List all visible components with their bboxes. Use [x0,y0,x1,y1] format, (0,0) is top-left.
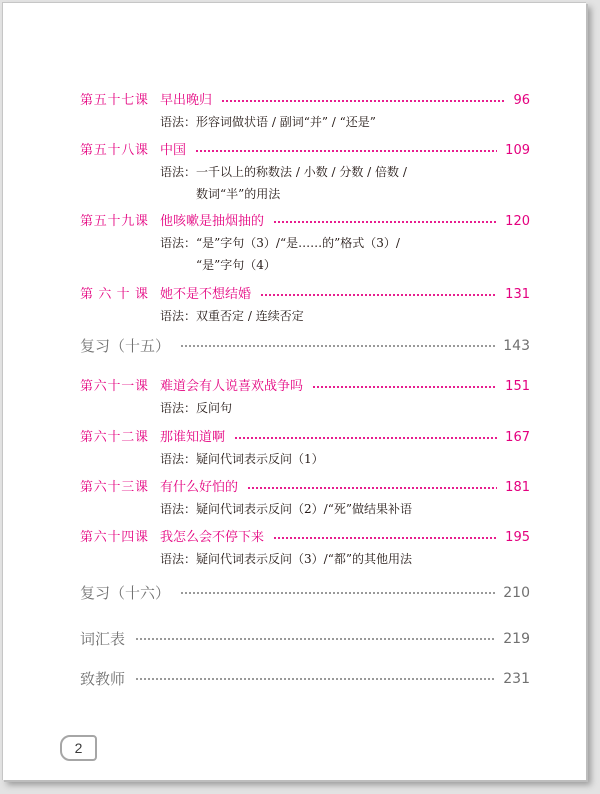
lesson-number-label: 第六十四课 [80,530,148,545]
page-ref: 231 [503,671,530,687]
lesson-heading-row [80,478,530,498]
grammar-note [160,548,530,570]
grammar-label: 语法： [160,309,197,323]
lesson-64-entry [80,528,530,570]
page-number-tab [60,735,97,761]
grammar-label: 语法： [160,165,197,179]
grammar-line: “是”字句（3）/“是……的”格式（3）/ [196,236,400,250]
lesson-title: 早出晚归 [160,93,213,108]
grammar-label: 语法： [160,115,197,129]
grammar-line: “是”字句（4） [196,258,276,272]
grammar-line: 数词“半”的用法 [196,187,281,201]
page-ref: 96 [513,93,530,108]
grammar-note [160,397,530,419]
lesson-title: 有什么好怕的 [160,480,239,495]
lesson-heading-row [80,377,530,397]
dot-leader [135,637,495,641]
lesson-title: 难道会有人说喜欢战争吗 [160,379,304,394]
grammar-line: 疑问代词表示反问（3）/“都”的其他用法 [196,552,412,566]
grammar-label: 语法： [160,452,197,466]
grammar-line: 一千以上的称数法 / 小数 / 分数 / 倍数 / [196,165,407,179]
page-ref: 195 [505,530,530,545]
page-ref: 210 [503,585,530,601]
lesson-61-entry [80,377,530,419]
lesson-number-label: 第六十一课 [80,379,148,394]
lesson-title: 她不是不想结婚 [160,287,252,302]
lesson-heading-row [80,212,530,232]
dot-leader [221,99,505,103]
dot-leader [195,149,497,153]
grammar-label: 语法： [160,552,197,566]
dot-leader [180,591,495,595]
page-ref: 109 [505,143,530,158]
review-15-entry [80,335,530,357]
lesson-title: 他咳嗽是抽烟抽的 [160,214,265,229]
page-ref: 151 [505,379,530,394]
grammar-label: 语法： [160,401,197,415]
page-ref: 181 [505,480,530,495]
page-number: 2 [74,740,83,756]
lesson-heading-row [80,428,530,448]
dot-leader [273,220,497,224]
lesson-59-entry [80,212,530,276]
lesson-62-entry [80,428,530,470]
dot-leader [312,385,497,389]
grammar-line: 双重否定 / 连续否定 [196,309,304,323]
page-ref: 120 [505,214,530,229]
lesson-heading-row [80,91,530,111]
lesson-number-label: 第五十七课 [80,93,148,108]
lesson-heading-row [80,285,530,305]
grammar-label: 语法： [160,502,197,516]
page-ref: 143 [503,338,530,354]
dot-leader [247,486,497,490]
note-to-teachers-entry [80,668,530,690]
lesson-number-label: 第六十三课 [80,480,148,495]
lesson-heading-row [80,141,530,161]
appendix-title: 致教师 [80,670,126,688]
page-ref: 219 [503,631,530,647]
appendix-title: 词汇表 [80,630,126,648]
review-16-entry [80,582,530,604]
dot-leader [260,293,497,297]
grammar-note [160,232,530,276]
grammar-line: 形容词做状语 / 副词“并” / “还是” [196,115,376,129]
grammar-line: 疑问代词表示反问（2）/“死”做结果补语 [196,502,412,516]
lesson-number-label: 第五十九课 [80,214,148,229]
lesson-number-label: 第五十八课 [80,143,148,158]
lesson-heading-row [80,528,530,548]
grammar-note [160,111,530,133]
lesson-number-label: 第六十二课 [80,430,148,445]
lesson-title: 那谁知道啊 [160,430,226,445]
dot-leader [234,436,497,440]
page-ref: 131 [505,287,530,302]
lesson-title: 我怎么会不停下来 [160,530,265,545]
dot-leader [180,344,495,348]
grammar-line: 疑问代词表示反问（1） [196,452,324,466]
grammar-line: 反问句 [196,401,233,415]
lesson-title: 中国 [160,143,187,158]
lesson-number-label: 第 六 十 课 [80,287,148,302]
dot-leader [135,677,495,681]
toc-page [2,2,586,780]
grammar-note [160,448,530,470]
lesson-58-entry [80,141,530,205]
grammar-note [160,305,530,327]
page-ref: 167 [505,430,530,445]
grammar-note [160,161,530,205]
dot-leader [273,536,497,540]
grammar-note [160,498,530,520]
lesson-63-entry [80,478,530,520]
review-title: 复习（十六） [80,584,171,602]
lesson-57-entry [80,91,530,133]
grammar-label: 语法： [160,236,197,250]
lesson-60-entry [80,285,530,327]
review-title: 复习（十五） [80,337,171,355]
vocabulary-entry [80,628,530,650]
